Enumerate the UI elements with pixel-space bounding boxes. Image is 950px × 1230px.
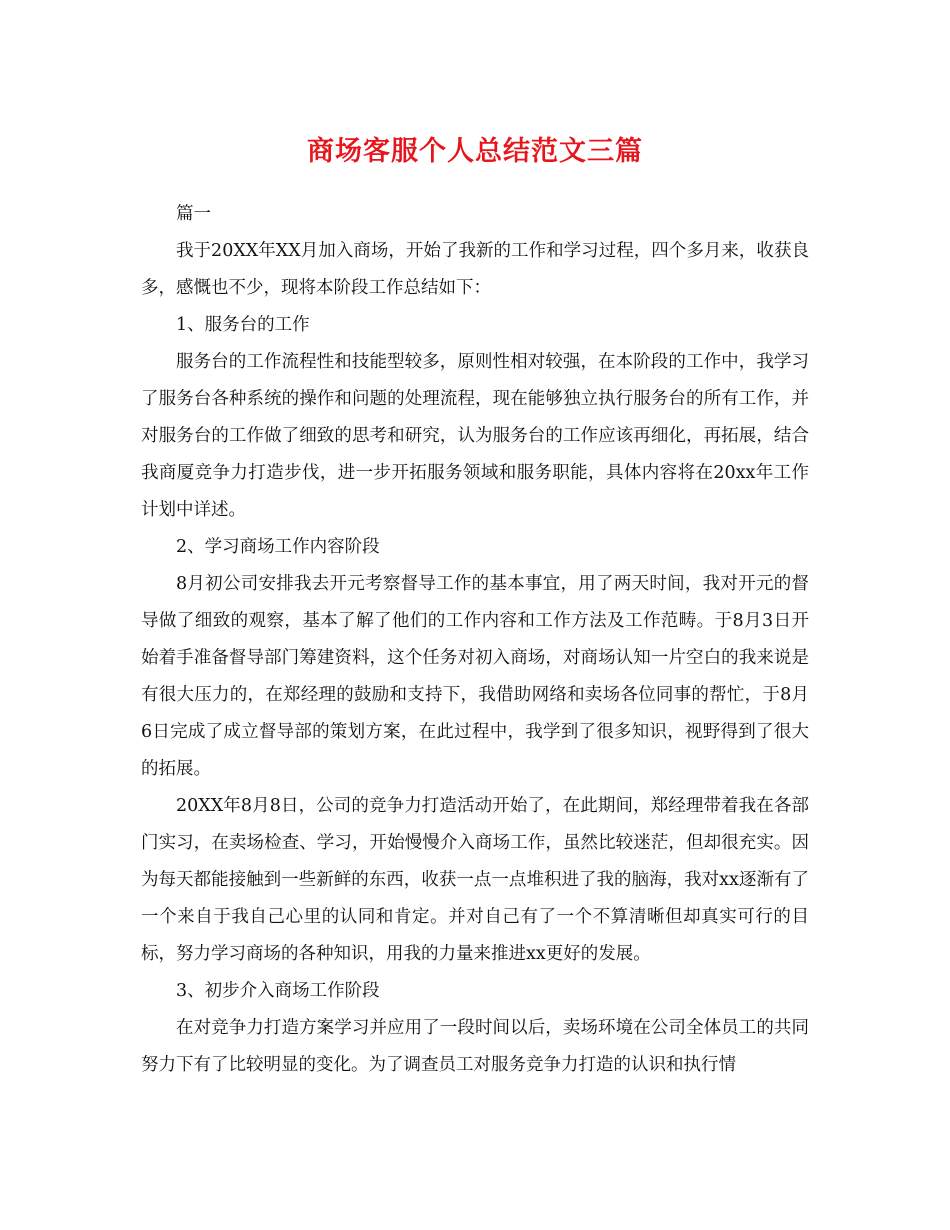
paragraph: 我于20XX年XX月加入商场，开始了我新的工作和学习过程，四个多月来，收获良多，感慨也不少，现将本阶段工作总结如下： xyxy=(141,241,809,298)
paragraph: 在对竞争力打造方案学习并应用了一段时间以后，卖场环境在公司全体员工的共同努力下有了比较明显的变化。为了调查员工对服务竞争力打造的认识和执行情 xyxy=(141,1018,809,1075)
paragraph: 8月初公司安排我去开元考察督导工作的基本事宜，用了两天时间，我对开元的督导做了细致的观察，基本了解了他们的工作内容和工作方法及工作范畴。于8月3日开始着手准备督导部门筹建资料，这个任务对初入商场，对商场认知一片空白的我来说是有很大压力的，在郑经理的鼓励和支持下，我借助网络和卖场各位同事的帮忙，于8月6日完成了成立督导部的策划方案，在此过程中，我学到了很多知识，视野得到了很大的拓展。 xyxy=(141,574,809,779)
document-title: 商场客服个人总结范文三篇 xyxy=(307,136,643,167)
subsection-heading: 3、初步介入商场工作阶段 xyxy=(176,981,380,1001)
paragraph: 服务台的工作流程性和技能型较多，原则性相对较强，在本阶段的工作中，我学习了服务台各种系统的操作和问题的处理流程，现在能够独立执行服务台的所有工作，并对服务台的工作做了细致的思考和研究，认为服务台的工作应该再细化，再拓展，结合我商厦竞争力打造步伐，进一步开拓服务领域和服务职能，具体内容将在20xx年工作计划中详述。 xyxy=(141,352,809,520)
subsection-heading: 1、服务台的工作 xyxy=(176,315,310,335)
paragraph: 20XX年8月8日，公司的竞争力打造活动开始了，在此期间，郑经理带着我在各部门实习，在卖场检查、学习，开始慢慢介入商场工作，虽然比较迷茫，但却很充实。因为每天都能接触到一些新鲜的东西，收获一点一点堆积进了我的脑海，我对xx逐渐有了一个来自于我自己心里的认同和肯定。并对自己有了一个不算清晰但却真实可行的目标，努力学习商场的各种知识，用我的力量来推进xx更好的发展。 xyxy=(141,796,809,964)
subsection-heading: 2、学习商场工作内容阶段 xyxy=(176,537,380,557)
section-heading: 篇一 xyxy=(176,204,211,224)
document-body xyxy=(141,196,809,1084)
